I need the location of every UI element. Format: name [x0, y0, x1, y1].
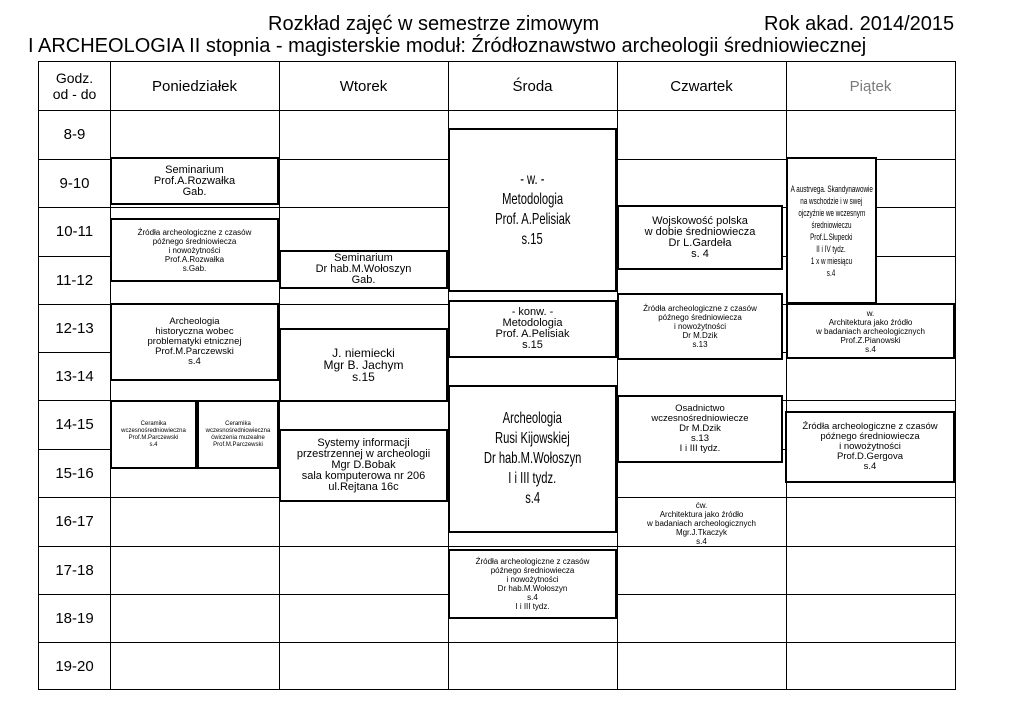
event-line: ul.Rejtana 16c: [328, 481, 399, 493]
event-line: s. 4: [691, 247, 709, 260]
event-line: Prof.Z.Pianowski: [840, 335, 901, 345]
event-line: s.4: [827, 267, 836, 278]
hour-label: 19-20: [55, 657, 94, 675]
event-line: Metodologia: [502, 317, 563, 329]
event-line: Dr L.Gardeła: [668, 236, 732, 249]
event-line: Źródła archeologiczne z czasów: [475, 557, 590, 566]
event-line: Wojskowość polska: [652, 214, 748, 227]
event-line: Dr hab.M.Wołoszyn: [315, 263, 412, 275]
event-line: wczesnośredniowieczna: [121, 427, 186, 434]
event-mon-ceramika[interactable]: [110, 400, 197, 469]
event-line: Ceramika: [140, 420, 167, 427]
event-thu-osadnictwo[interactable]: [617, 395, 783, 463]
timetable-grid: [38, 61, 956, 690]
event-line: s.15: [521, 231, 544, 248]
event-line: Systemy informacji: [317, 437, 410, 449]
event-wed-archeologia-rusi[interactable]: [448, 385, 617, 533]
event-line: problematyki etnicznej: [147, 336, 242, 347]
event-line: późnego średniowiecza: [820, 431, 920, 442]
event-mon-seminar[interactable]: [110, 157, 279, 205]
event-line: Prof.L.Słupecki: [810, 231, 853, 242]
event-line: średniowieczu: [811, 219, 852, 230]
event-line: Prof.A.Rozwałka: [164, 254, 225, 264]
event-line: Źródła archeologiczne z czasów: [802, 421, 938, 432]
event-line: A austrvega. Skandynawowie: [790, 183, 873, 194]
event-line: s.13: [691, 433, 709, 444]
event-line: Mgr B. Jachym: [323, 358, 404, 372]
hour-label: 13-14: [55, 367, 94, 385]
event-line: - w. -: [520, 171, 545, 188]
event-line: s.4: [149, 441, 158, 448]
event-tue-niemiecki[interactable]: [279, 328, 448, 402]
event-line: J. niemiecki: [332, 346, 395, 360]
hour-label: 11-12: [55, 271, 94, 289]
time-column-header: [39, 62, 110, 110]
event-line: s.4: [188, 356, 201, 367]
event-line: i nowożytności: [673, 322, 727, 331]
day-header-thursday: Czwartek: [670, 77, 733, 95]
event-line: Seminarium: [334, 252, 393, 264]
event-line: s.13: [692, 340, 708, 349]
event-thu-architektura-cwiczenia[interactable]: [617, 498, 786, 548]
event-line: Prof.M.Parczewski: [128, 434, 179, 441]
event-line: w dobie średniowiecza: [644, 225, 756, 238]
event-line: przestrzennej w archeologii: [296, 448, 431, 460]
event-line: późnego średniowiecza: [658, 313, 742, 322]
time-header-line2: od - do: [52, 86, 97, 102]
event-line: s.15: [522, 339, 543, 351]
event-line: Prof.M.Parczewski: [155, 346, 234, 357]
event-line: - konw. -: [511, 306, 554, 318]
event-tue-seminar[interactable]: [279, 250, 448, 289]
event-line: Architektura jako źródło: [659, 509, 744, 519]
event-line: s.4: [865, 344, 876, 354]
event-thu-wojskowosc[interactable]: [617, 205, 783, 270]
event-line: Osadnictwo: [675, 403, 725, 414]
event-fri-zrodla[interactable]: [785, 411, 955, 483]
event-line: Dr hab.M.Wołoszyn: [497, 584, 568, 593]
event-line: w badaniach archeologicznych: [816, 326, 925, 336]
event-line: Mgr D.Bobak: [331, 459, 396, 471]
event-line: późnego średniowiecza: [490, 566, 575, 575]
event-line: s.15: [352, 370, 375, 384]
event-line: s.4: [525, 490, 540, 507]
day-header-monday: Poniedziałek: [151, 77, 238, 95]
day-header-friday: Piątek: [849, 77, 892, 95]
hour-label: 18-19: [55, 609, 94, 627]
event-line: s.4: [527, 593, 538, 602]
event-wed-zrodla[interactable]: [448, 549, 617, 619]
event-line: Prof.D.Gergova: [837, 451, 903, 462]
event-line: Dr M.Dzik: [679, 423, 721, 434]
event-line: Dr M.Dzik: [682, 331, 718, 340]
event-mon-zrodla[interactable]: [110, 218, 279, 282]
event-line: s.4: [863, 461, 877, 472]
event-line: Gab.: [182, 185, 207, 198]
hour-label: 10-11: [55, 223, 94, 240]
event-line: ćw.: [695, 500, 708, 510]
event-line: Prof.M.Parczewski: [213, 441, 263, 448]
hour-label: 8-9: [63, 126, 86, 143]
day-header-wednesday: Środa: [512, 77, 553, 95]
event-line: Rusi Kijowskiej: [495, 430, 570, 447]
event-line: wczesnośredniowiecze: [651, 413, 749, 424]
event-line: historyczna wobec: [155, 326, 234, 337]
event-line: Architektura jako źródło: [828, 317, 913, 327]
hour-label: 16-17: [55, 513, 94, 530]
event-line: s.Gab.: [182, 263, 207, 273]
event-line: w badaniach archeologicznych: [647, 518, 756, 528]
time-header-line1: Godz.: [55, 70, 94, 86]
hour-label: 14-15: [55, 416, 94, 433]
hour-label: 9-10: [59, 174, 90, 192]
event-fri-austrvega[interactable]: [786, 157, 877, 304]
event-mon-archeologia-historyczna[interactable]: [110, 303, 279, 381]
event-fri-architektura-wyklad[interactable]: [786, 303, 955, 359]
event-line: Metodologia: [501, 191, 564, 208]
program-subtitle: I ARCHEOLOGIA II stopnia - magisterskie moduł: Źródłoznawstwo archeologii średniowiecznej: [28, 35, 867, 57]
event-line: Archeologia: [502, 410, 563, 427]
event-wed-metodologia-wyklad[interactable]: [448, 128, 617, 292]
event-thu-zrodla[interactable]: [617, 293, 783, 360]
event-line: Prof. A.Pelisiak: [494, 211, 571, 228]
event-line: na wschodzie i w swej: [800, 195, 863, 206]
hour-label: 17-18: [55, 561, 94, 579]
event-line: Ceramika: [225, 420, 251, 427]
event-line: I i III tydz.: [679, 443, 721, 454]
event-line: ćwiczenia muzealne: [211, 434, 265, 441]
hour-label: 12-13: [55, 319, 94, 337]
event-mon-ceramika-muzealne[interactable]: [197, 400, 279, 469]
event-line: w.: [866, 308, 875, 318]
event-line: Źródła archeologiczne z czasów: [643, 304, 757, 313]
event-line: 1 x w miesiącu: [810, 255, 853, 266]
day-header-tuesday: Wtorek: [339, 77, 388, 95]
hour-label: 15-16: [55, 464, 94, 482]
event-line: Mgr.J.Tkaczyk: [675, 527, 728, 537]
event-line: Dr hab.M.Wołoszyn: [483, 450, 582, 467]
event-line: Archeologia: [169, 316, 220, 327]
event-line: II i IV tydz.: [816, 243, 847, 254]
event-line: I i III tydz.: [515, 602, 550, 611]
event-line: Gab.: [351, 274, 376, 286]
schedule-title: Rozkład zajęć w semestrze zimowym: [268, 13, 600, 35]
event-tue-systemy-informacji[interactable]: [279, 429, 448, 502]
event-line: i nowożytności: [168, 245, 221, 255]
event-line: ojczyźnie we wczesnym: [798, 207, 865, 218]
event-line: I i III tydz.: [508, 470, 557, 487]
event-wed-metodologia-konwersatorium[interactable]: [448, 300, 617, 358]
event-line: późnego średniowiecza: [152, 236, 237, 246]
event-line: Seminarium: [165, 163, 224, 176]
event-line: s.4: [696, 536, 707, 546]
event-line: i nowożytności: [506, 575, 559, 584]
event-line: Źródła archeologiczne z czasów: [137, 227, 252, 237]
event-line: i nowożytności: [839, 441, 901, 452]
event-line: wczesnośredniowieczna: [205, 427, 271, 434]
event-line: Prof.A.Rozwałka: [153, 174, 236, 187]
academic-year: Rok akad. 2014/2015: [764, 13, 955, 35]
event-line: Prof. A.Pelisiak: [495, 328, 570, 340]
event-line: sala komputerowa nr 206: [301, 470, 426, 482]
